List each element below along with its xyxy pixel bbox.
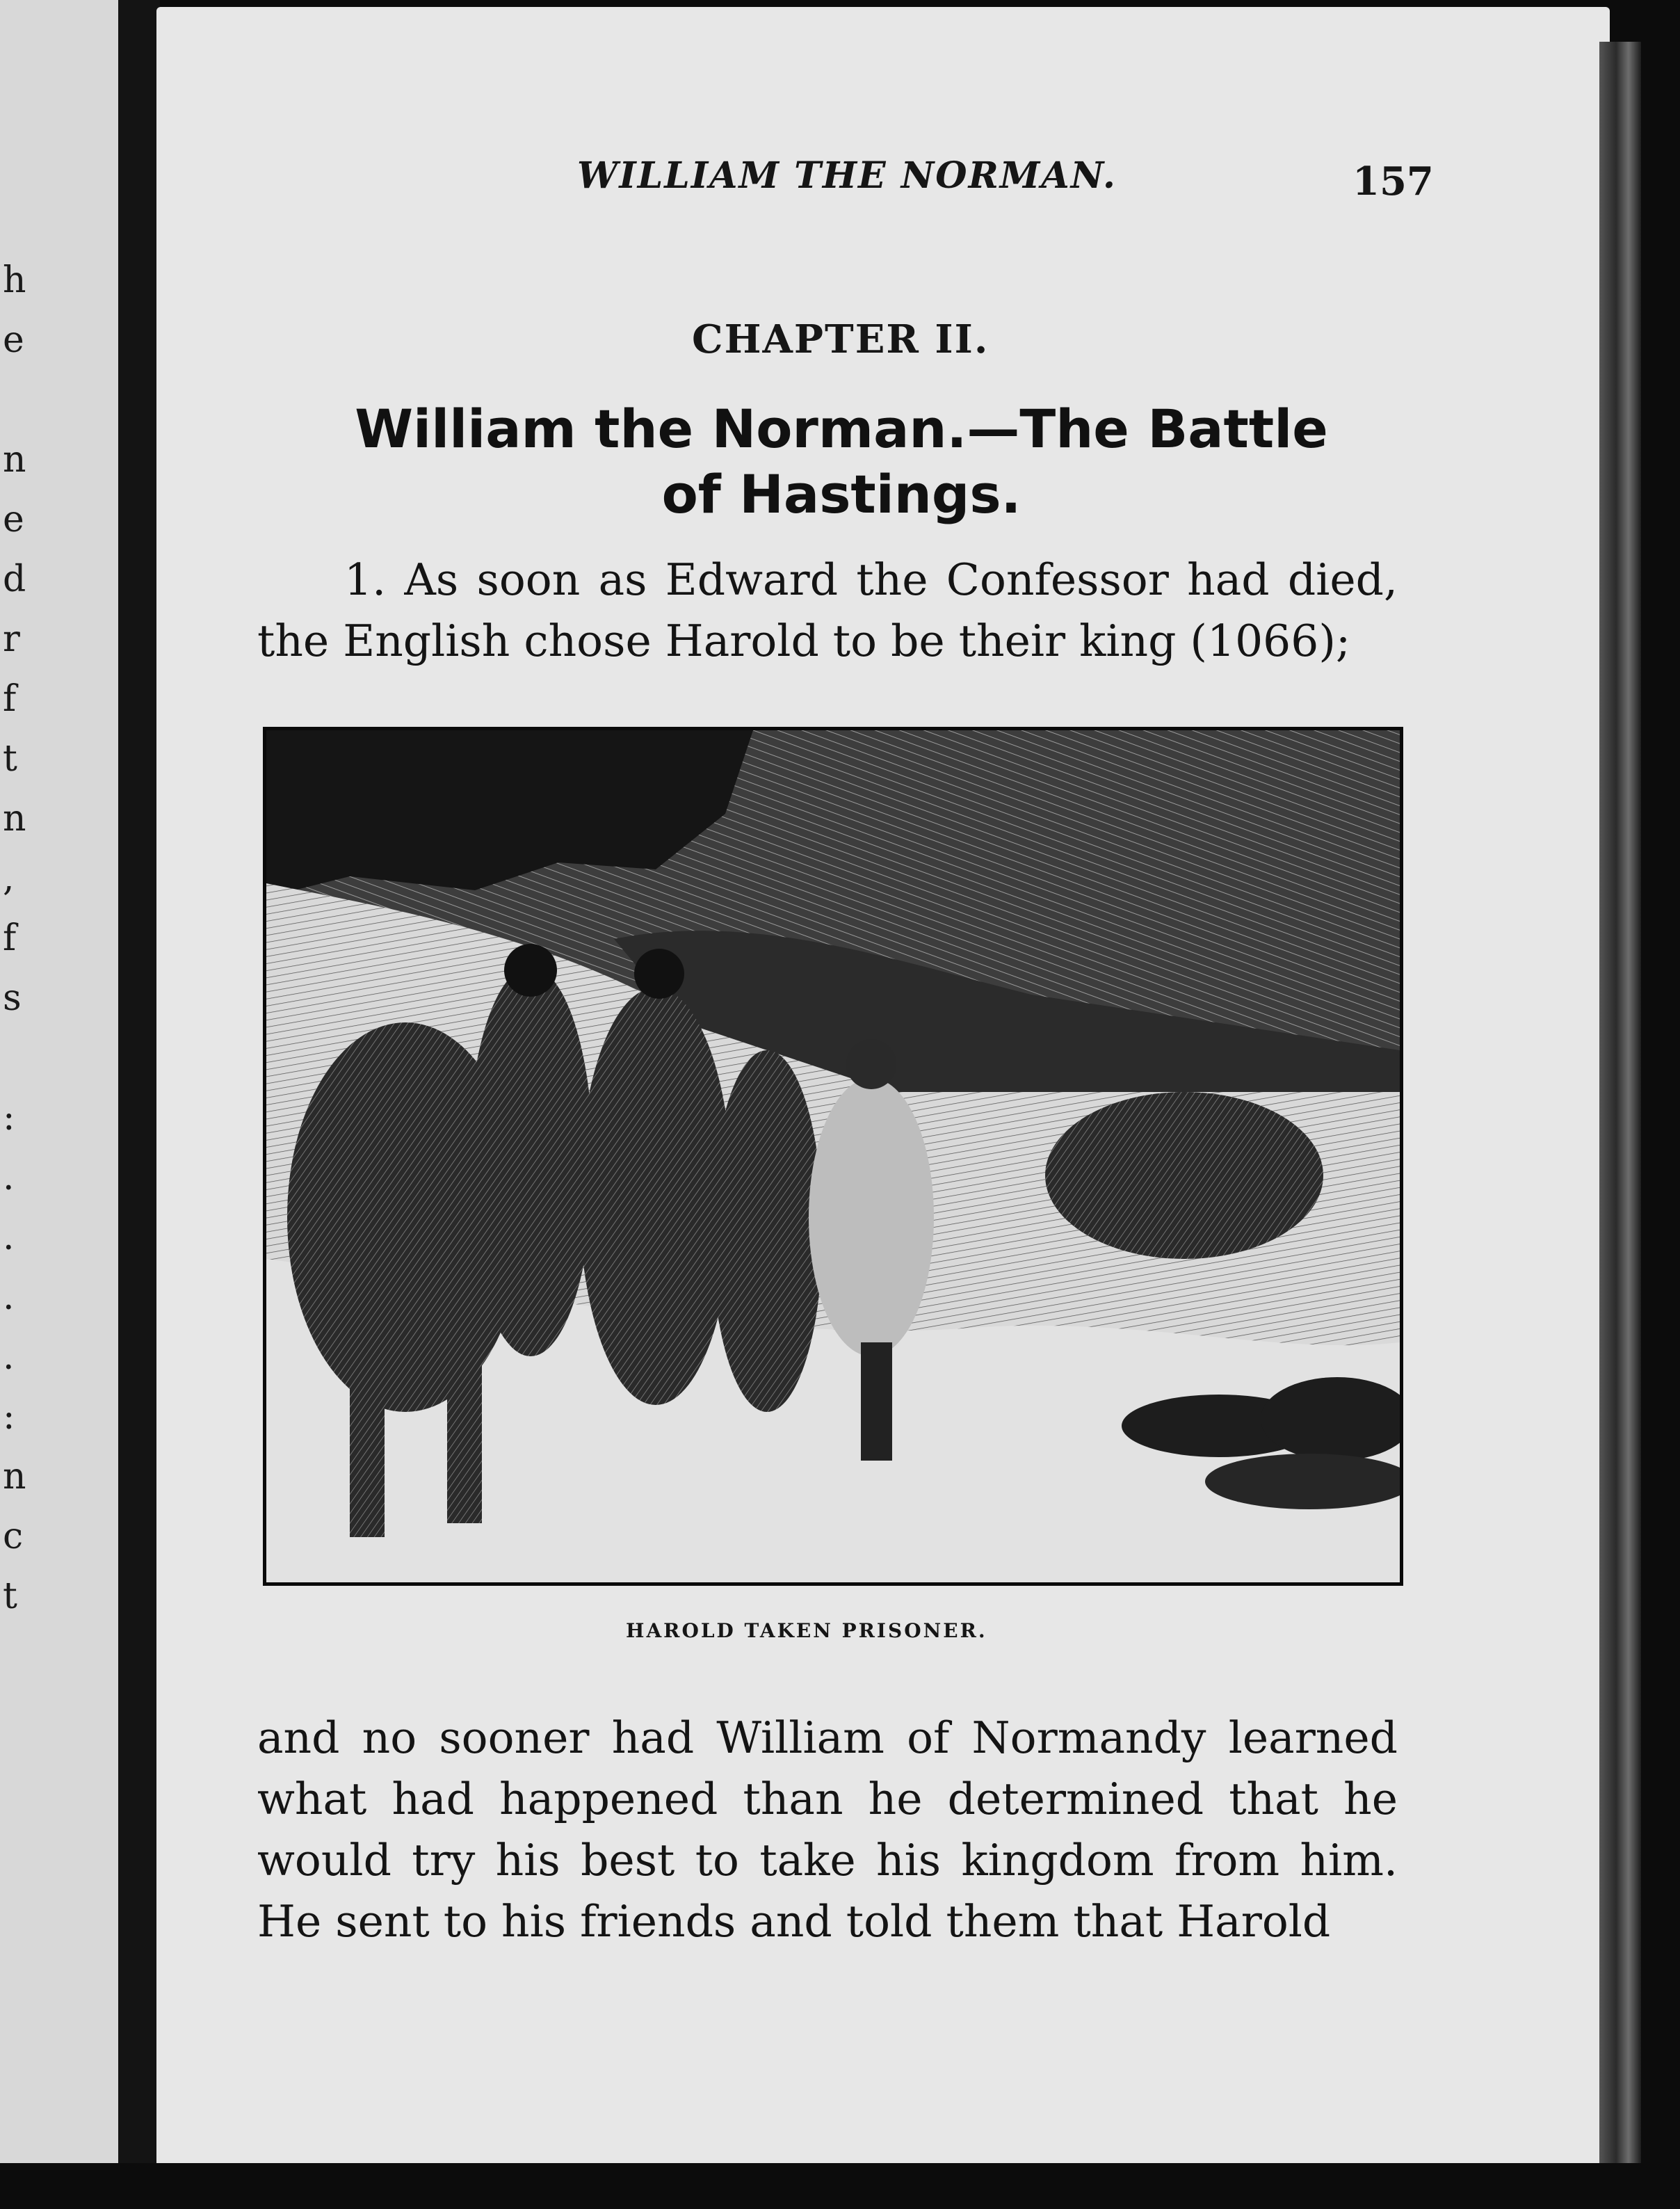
paragraph-1: 1. As soon as Edward the Confessor had died, the English chose Harold to be their king (1066); xyxy=(257,554,1398,666)
figure-caption: HAROLD TAKEN PRISONER. xyxy=(626,1619,987,1642)
running-head: WILLIAM THE NORMAN. xyxy=(577,154,1117,197)
left-page-text-fragments: h e n e d r f t n , f s : . . . . : n c t xyxy=(3,259,26,1617)
chapter-heading: CHAPTER II. xyxy=(692,316,990,362)
paragraph-2: and no sooner had William of Normandy learned what had happened than he determined that he would try his best to take his kingdom from him. He sent to his friends and told them that Harold xyxy=(257,1712,1398,1947)
chapter-title: William the Norman.—The Battle of Hastings. xyxy=(355,398,1328,525)
left-facing-page xyxy=(0,0,118,2209)
engraving-image xyxy=(266,730,1400,1582)
page-edge xyxy=(1599,42,1641,2170)
page-number: 157 xyxy=(1352,159,1434,204)
book-gutter xyxy=(118,0,160,2209)
scan-border xyxy=(0,2163,1680,2209)
illustration-harold-taken-prisoner xyxy=(263,727,1403,1586)
